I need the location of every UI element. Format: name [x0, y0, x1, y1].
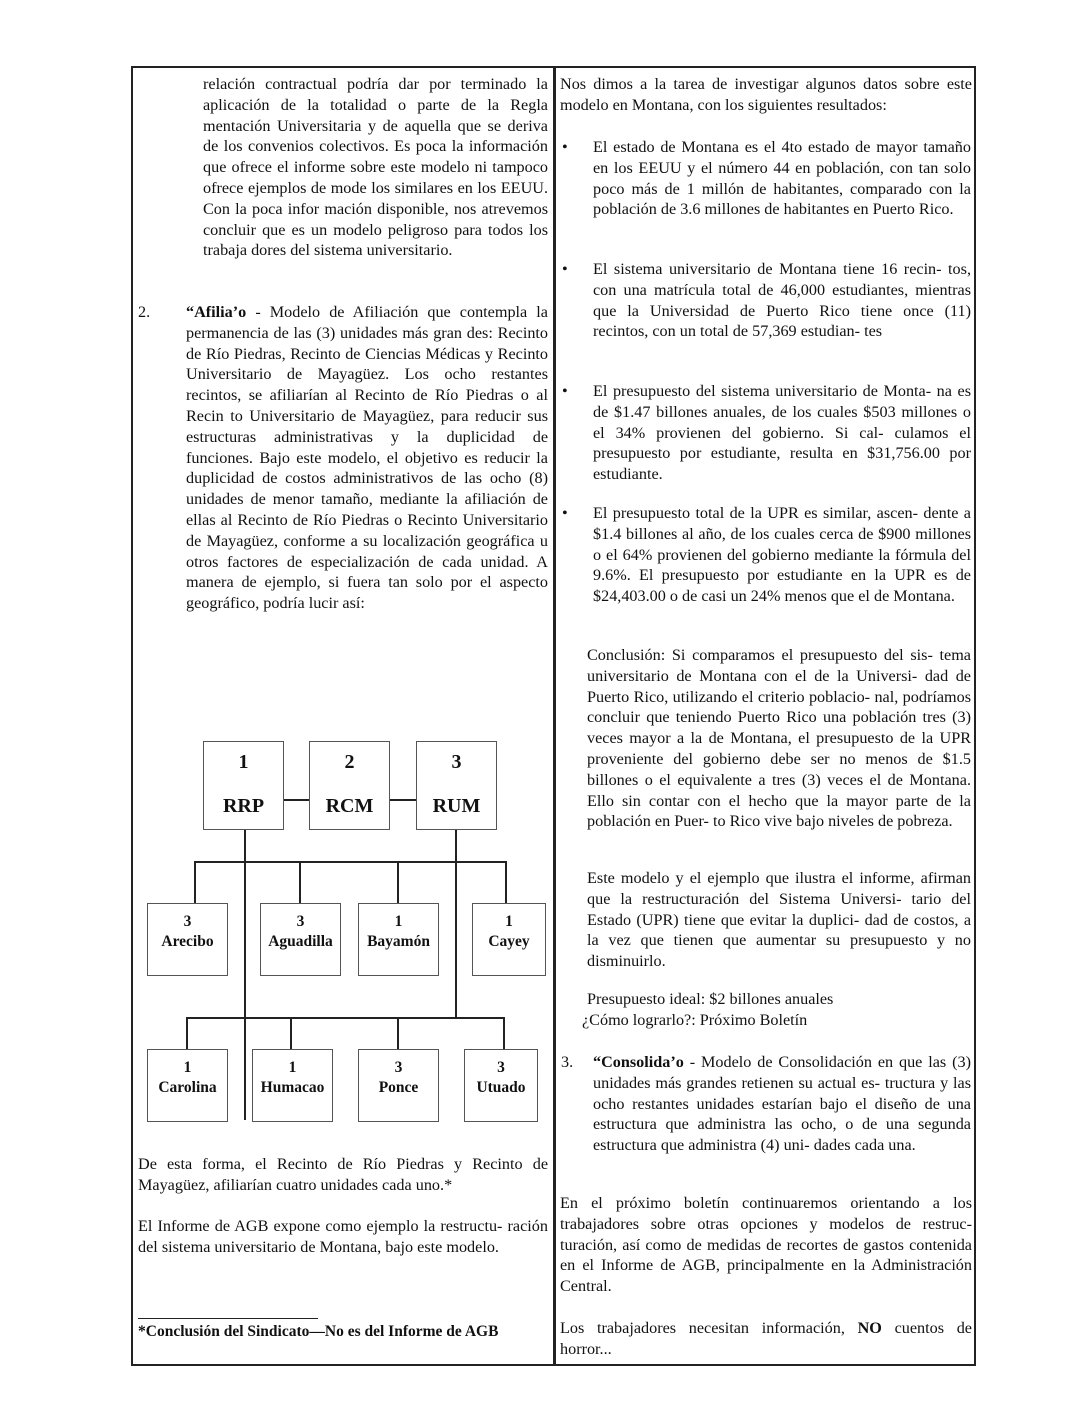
box-carolina — [147, 1049, 228, 1122]
bullet-upr-budget: El presupuesto total de la UPR es similar, ascen- dente a $1.4 billones al año, de los cuales cerca de $900 millones o el 64% provienen del gobierno mediante la fórmula del 9.6%. El presupuesto por estudiante en la UPR es de $24,403.00 o de casi un 24% menos que el de Montana. — [593, 504, 971, 606]
box-aguadilla-number: 3 — [296, 913, 305, 930]
row3-drop-ponce — [397, 1017, 399, 1049]
box-utuado — [464, 1049, 538, 1122]
box-arecibo — [147, 903, 228, 976]
box-cayey-label: Cayey — [488, 933, 530, 950]
box-arecibo-label: Arecibo — [161, 933, 214, 950]
box-humacao — [252, 1049, 333, 1122]
ideal-budget: Presupuesto ideal: $2 billones anuales — [587, 990, 834, 1008]
box-ponce-label: Ponce — [378, 1079, 419, 1096]
right-intro: Nos dimos a la tarea de investigar algunos datos sobre este modelo en Montana, con los siguientes resultados: — [560, 75, 972, 114]
box-ponce-number: 3 — [394, 1059, 403, 1076]
row3-drop-humacao — [290, 1017, 292, 1049]
bullet-marker: • — [562, 382, 568, 400]
box-utuado-number: 3 — [497, 1059, 505, 1076]
row2-drop-arecibo — [194, 861, 196, 903]
box-rcm-label: RCM — [325, 795, 374, 817]
item3-text: - Modelo de Consolidación en que las (3) unidades más grandes retienen su actual es- tructura y las ocho restantes unidades estarían bajo el diseño de una estructura que administra las ocho, o de una segunda estructura que administra (4) uni- dades cada una. — [593, 1053, 971, 1155]
left-paragraph-contract: relación contractual podría dar por terminado la aplicación de la totalidad o parte de la Regla mentación Universitaria y de aquella que se deriva de los convenios colectivos. Es poca la información que ofrece el informe sobre este modelo ni tampoco ofrece ejemplos de mode los similares en los EEUU. Con la poca infor mación disponible, nos atrevemos concluir que es un modelo peligroso para todos los trabaja dores del sistema universitario. — [203, 75, 548, 260]
box-rcm — [309, 741, 390, 830]
model-paragraph: Este modelo y el ejemplo que ilustra el informe, afirman que la restructuración del Sistema Universi- tario del Estado (UPR) tiene que evitar la duplici- dad de costos, a la vez que tienen que aumentar su presupuesto y no disminuirlo. — [587, 869, 971, 971]
bullet-montana-size: El estado de Montana es el 4to estado de mayor tamaño en los EEUU y el número 44 en población, con tan solo poco más de 1 millón de habitantes, comparado con la población de 3.6 millones de habitantes en Puerto Rico. — [593, 138, 971, 219]
item3-title: “Consolida’o — [593, 1053, 684, 1071]
box-bayamon-label: Bayamón — [367, 933, 430, 950]
closing-paragraph — [560, 1318, 972, 1360]
conclusion-paragraph: Conclusión: Si comparamos el presupuesto del sis- tema universitario de Montana con el de la Universi- dad de Puerto Rico, utilizando el criterio poblacio- nal, podríamos concluir que teniendo Puerto Rico una población tres (3) veces mayor a la de Montana, el presupuesto de la UPR proveniente del gobierno debe ser no menos de $1.5 billones o el equivalente a tres (3) veces el de Montana. Ello sin contar con el hecho que la mayor parte de la población en Puer- to Rico vive bajo niveles de pobreza. — [587, 646, 971, 831]
item2-paragraph — [186, 302, 548, 614]
box-carolina-label: Carolina — [158, 1079, 217, 1096]
row2-drop-aguadilla — [299, 861, 301, 903]
box-bayamon-number: 1 — [394, 913, 403, 930]
row2-drop-cayey — [505, 861, 507, 903]
column-divider — [553, 66, 556, 1366]
box-arecibo-number: 3 — [183, 913, 192, 930]
row2-bus — [194, 861, 506, 863]
box-rum — [416, 741, 497, 830]
closing-text-b: cuentos de horror... — [560, 1319, 972, 1358]
item3-number: 3. — [561, 1053, 574, 1071]
box-rrp — [203, 741, 284, 830]
item2-title: “Afilia’o — [186, 303, 247, 321]
closing-text-a: Los trabajadores necesitan información, — [560, 1319, 858, 1337]
connector-rrp-rcm — [283, 799, 309, 801]
bullet-montana-budget: El presupuesto del sistema universitario de Monta- na es de $1.47 billones anuales, de los cuales $503 millones o el 34% provienen del gobierno. Si cal- culamos el presupuesto por estudiante, resulta en $31,756.00 por estudiante. — [593, 382, 971, 484]
bullet-marker: • — [562, 138, 568, 156]
bullet-marker: • — [562, 504, 568, 522]
left-paragraph-agb-example: El Informe de AGB expone como ejemplo la restructu- ración del sistema universitario de Montana, bajo este modelo. — [138, 1217, 548, 1256]
box-aguadilla-label: Aguadilla — [268, 933, 333, 950]
box-aguadilla — [260, 903, 341, 976]
box-carolina-number: 1 — [183, 1059, 192, 1076]
box-rcm-number: 2 — [344, 751, 355, 773]
box-bayamon — [358, 903, 439, 976]
box-cayey — [472, 903, 546, 976]
left-paragraph-affiliation-result: De esta forma, el Recinto de Río Piedras y Recinto de Mayagüez, afiliarían cuatro unidades cada uno.* — [138, 1155, 548, 1194]
box-ponce — [358, 1049, 439, 1122]
item2-text: - Modelo de Afiliación que contempla la permanencia de las (3) unidades más gran des: Recinto de Río Piedras, Recinto de Ciencias Médicas y Recinto Universitario de Mayagüez. Los ocho restantes recintos, se afiliarían al Recinto de Río Piedras o al Recin to Universitario de Mayagüez, para reducir sus estructuras administrativas y la duplicidad de funciones. Bajo este modelo, el objetivo es reducir la duplicidad de costos administrativos de las ocho (8) unidades de menor tamaño, mediante la afiliación de ellas al Recinto de Río Piedras o Recinto Universitario de Mayagüez, conforme a su localización geográfica u otros factores de especialización de cada unidad. A manera de ejemplo, si fuera tan solo por el aspecto geográfico, podría lucir así: — [186, 303, 548, 613]
row2-drop-bayamon — [397, 861, 399, 903]
item2-number: 2. — [138, 303, 151, 321]
bullet-marker: • — [562, 260, 568, 278]
row3-bus — [186, 1017, 504, 1019]
footnote: *Conclusión del Sindicato—No es del Informe de AGB — [138, 1323, 499, 1340]
box-rum-label: RUM — [432, 795, 481, 817]
footnote-separator — [138, 1318, 318, 1319]
next-bulletin-paragraph: En el próximo boletín continuaremos orientando a los trabajadores sobre otras opciones y modelos de restruc- turación, así como de medidas de recortes de gastos contenida en el Informe de AGB, principalmente en la Administración Central. — [560, 1194, 972, 1296]
box-rum-number: 3 — [451, 751, 462, 773]
box-rrp-number: 1 — [238, 751, 249, 773]
bullet-montana-campuses: El sistema universitario de Montana tiene 16 recin- tos, con una matrícula total de 46,000 estudiantes, mientras que la Universidad de Puerto Rico tiene once (11) recintos, con un total de 57,369 estudian- tes — [593, 260, 971, 341]
item3-paragraph — [593, 1052, 971, 1156]
rrp-trunk — [244, 830, 246, 1120]
row3-drop-utuado — [503, 1017, 505, 1049]
closing-emphasis: NO — [857, 1319, 882, 1337]
box-cayey-number: 1 — [505, 913, 513, 930]
box-utuado-label: Utuado — [476, 1079, 526, 1096]
row3-drop-carolina — [186, 1017, 188, 1049]
box-rrp-label: RRP — [222, 795, 265, 817]
rum-trunk — [455, 830, 457, 1018]
how-to-achieve: ¿Cómo lograrlo?: Próximo Boletín — [582, 1011, 808, 1029]
connector-rcm-rum — [390, 799, 416, 801]
box-humacao-number: 1 — [288, 1059, 297, 1076]
box-humacao-label: Humacao — [260, 1079, 325, 1096]
